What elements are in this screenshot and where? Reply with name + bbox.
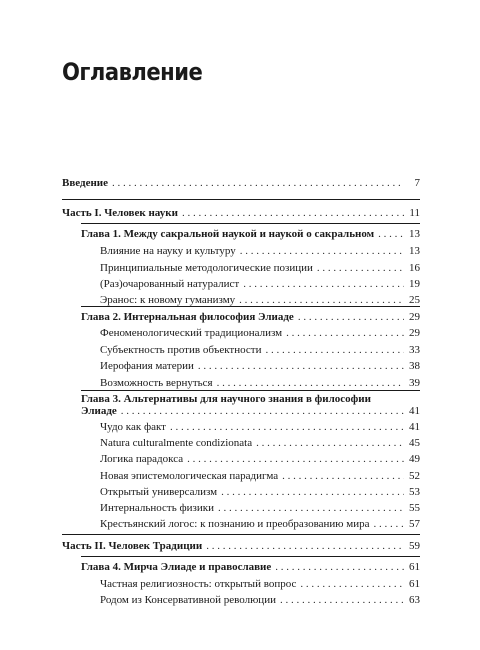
dot-leader	[280, 594, 404, 607]
toc-entry-page: 63	[409, 594, 420, 606]
toc-entry-page: 61	[409, 578, 420, 590]
dot-leader	[198, 360, 404, 373]
toc-entry-page: 53	[409, 486, 420, 498]
toc-entry-page: 25	[409, 294, 420, 306]
toc-entry-section[interactable]	[100, 278, 420, 291]
toc-entry-intro[interactable]	[62, 177, 420, 190]
dot-leader	[282, 470, 404, 483]
toc-entry-page: 13	[409, 228, 420, 240]
section-divider	[62, 199, 420, 200]
dot-leader	[256, 437, 404, 450]
chapter-divider	[81, 556, 420, 557]
dot-leader	[170, 421, 404, 434]
dot-leader	[240, 245, 404, 258]
toc-entry-page: 13	[409, 245, 420, 257]
toc-entry-title: Принципиальные методологические позиции	[100, 262, 313, 274]
toc-entry-title: Открытый универсализм	[100, 486, 218, 498]
toc-entry-title: Глава 1. Между сакральной наукой и наукой о сакральном	[81, 228, 375, 240]
toc-chapter-3-title-line-1: Глава 3. Альтернативы для научного знания в философии	[81, 393, 371, 405]
dot-leader	[217, 377, 404, 390]
dot-leader	[182, 207, 404, 220]
dot-leader	[112, 177, 404, 190]
toc-entry-title: Интернальность физики	[100, 502, 214, 514]
toc-entry-page: 49	[409, 453, 420, 465]
chapter-divider	[81, 390, 420, 391]
toc-entry-page: 52	[409, 470, 420, 482]
toc-entry-section[interactable]	[100, 578, 420, 591]
dot-leader	[300, 578, 404, 591]
dot-leader	[206, 540, 404, 553]
toc-entry-section[interactable]	[100, 262, 420, 275]
toc-entry-part-2[interactable]	[62, 540, 420, 553]
toc-entry-title: Влияние на науку и культуру	[100, 245, 236, 257]
toc-entry-section[interactable]	[100, 245, 420, 258]
toc-entry-page: 33	[409, 344, 420, 356]
dot-leader	[218, 502, 404, 515]
toc-entry-title: Часть II. Человек Традиции	[62, 540, 203, 552]
page-title: Оглавление	[62, 58, 203, 86]
dot-leader	[317, 262, 404, 275]
toc-entry-chapter-2[interactable]	[81, 311, 420, 324]
toc-entry-section[interactable]	[100, 327, 420, 340]
toc-entry-chapter-1[interactable]	[81, 228, 420, 241]
toc-entry-chapter-4[interactable]	[81, 561, 420, 574]
toc-entry-page: 39	[409, 377, 420, 389]
toc-entry-page: 16	[409, 262, 420, 274]
toc-entry-section[interactable]	[100, 344, 420, 357]
dot-leader	[298, 311, 404, 324]
dot-leader	[374, 518, 405, 531]
toc-entry-section[interactable]	[100, 437, 420, 450]
dot-leader	[275, 561, 404, 574]
toc-entry-page: 38	[409, 360, 420, 372]
toc-entry-page: 45	[409, 437, 420, 449]
toc-entry-title: Родом из Консервативной революции	[100, 594, 276, 606]
toc-entry-page: 29	[409, 311, 420, 323]
chapter-divider	[81, 223, 420, 224]
dot-leader	[221, 486, 404, 499]
toc-entry-title: Возможность вернуться	[100, 377, 213, 389]
toc-entry-page: 55	[409, 502, 420, 514]
toc-entry-section[interactable]	[100, 453, 420, 466]
dot-leader	[378, 228, 404, 241]
toc-entry-title: Элиаде	[81, 405, 117, 417]
toc-entry-title: Введение	[62, 177, 109, 189]
toc-entry-title: Иерофания материи	[100, 360, 194, 372]
toc-entry-section[interactable]	[100, 594, 420, 607]
toc-entry-section[interactable]	[100, 360, 420, 373]
toc-entry-title: Феноменологический традиционализм	[100, 327, 283, 339]
toc-entry-section[interactable]	[100, 486, 420, 499]
toc-entry-page: 7	[414, 177, 420, 189]
dot-leader	[187, 453, 404, 466]
toc-entry-title: Субъектность против объектности	[100, 344, 262, 356]
toc-entry-page: 41	[409, 405, 420, 417]
chapter-divider	[81, 306, 420, 307]
dot-leader	[265, 344, 404, 357]
section-divider	[62, 534, 420, 535]
toc-entry-title: Natura culturalmente condizionata	[100, 437, 253, 449]
toc-entry-page: 11	[409, 207, 420, 219]
dot-leader	[243, 278, 404, 291]
toc-entry-title: Новая эпистемологическая парадигма	[100, 470, 279, 482]
toc-entry-page: 29	[409, 327, 420, 339]
toc-entry-section[interactable]	[100, 470, 420, 483]
dot-leader	[286, 327, 404, 340]
toc-entry-title: Частная религиозность: открытый вопрос	[100, 578, 297, 590]
toc-entry-page: 61	[409, 561, 420, 573]
toc-entry-section[interactable]	[100, 377, 420, 390]
toc-entry-title: Логика парадокса	[100, 453, 184, 465]
toc-entry-title: Крестьянский логос: к познанию и преобразованию мира	[100, 518, 370, 530]
toc-entry-chapter-3[interactable]	[81, 405, 420, 418]
toc-entry-section[interactable]	[100, 502, 420, 515]
toc-entry-section[interactable]	[100, 518, 420, 531]
toc-entry-title: (Раз)очарованный натуралист	[100, 278, 240, 290]
toc-entry-page: 59	[409, 540, 420, 552]
toc-entry-part-1[interactable]	[62, 207, 420, 220]
toc-entry-title: Глава 4. Мирча Элиаде и православие	[81, 561, 272, 573]
toc-entry-title: Глава 2. Интернальная философия Элиаде	[81, 311, 294, 323]
toc-entry-title: Часть I. Человек науки	[62, 207, 178, 219]
toc-entry-page: 57	[409, 518, 420, 530]
toc-entry-section[interactable]	[100, 421, 420, 434]
dot-leader	[121, 405, 404, 418]
toc-entry-page: 19	[409, 278, 420, 290]
toc-entry-page: 41	[409, 421, 420, 433]
toc-entry-title: Чудо как факт	[100, 421, 166, 433]
toc-entry-title: Эранос: к новому гуманизму	[100, 294, 236, 306]
